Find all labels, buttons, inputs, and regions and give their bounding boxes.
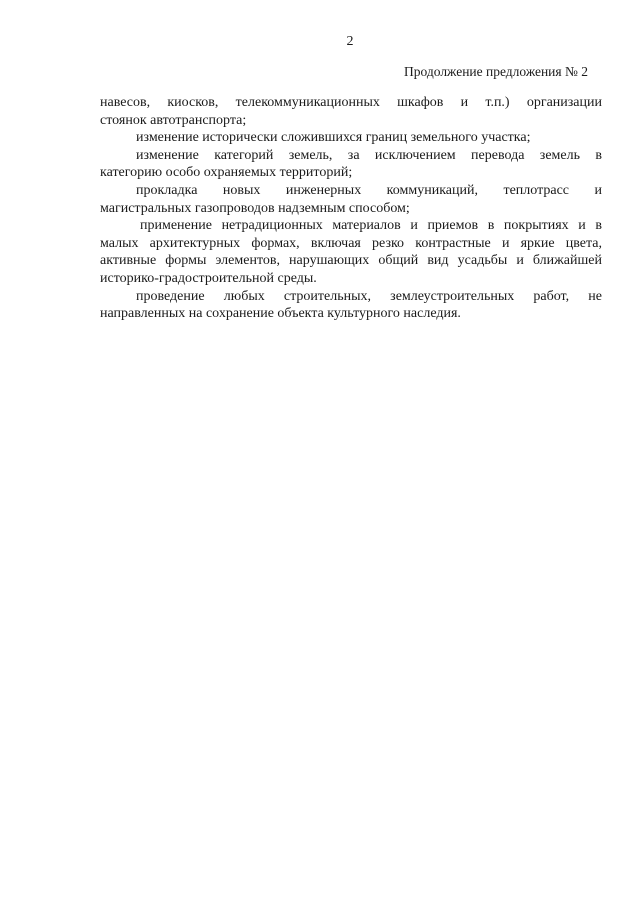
paragraph-4-line-1: прокладка новых инженерных коммуникаций, теплотрасс и [136, 182, 602, 198]
paragraph-5-line-4: историко-градостроительной среды. [100, 270, 317, 286]
paragraph-6-line-2: направленных на сохранение объекта культурного наследия. [100, 306, 461, 322]
paragraph-1 [100, 94, 602, 129]
paragraph-6-line-1: проведение любых строительных, землеустроительных работ, не [136, 288, 602, 304]
paragraph-5-line-3: активные формы элементов, нарушающих общий вид усадьбы и ближайшей [100, 253, 602, 269]
paragraph-1-line-1: навесов, киосков, телекоммуникационных шкафов и т.п.) организации [100, 95, 602, 110]
continuation-label: Продолжение предложения № 2 [404, 64, 588, 79]
paragraph-3-line-1: изменение категорий земель, за исключением перевода земель в [136, 147, 602, 163]
paragraph-3 [100, 147, 602, 182]
paragraph-2 [100, 129, 602, 147]
paragraph-3-line-2: категорию особо охраняемых территорий; [100, 165, 353, 181]
page-number: 2 [346, 34, 354, 49]
paragraph-5-line-2: малых архитектурных формах, включая резко контрастные и яркие цвета, [100, 235, 602, 251]
paragraph-5-line-1: применение нетрадиционных материалов и приемов в покрытиях и в [140, 218, 602, 234]
paragraph-4-line-2: магистральных газопроводов надземным способом; [100, 200, 410, 216]
paragraph-6 [100, 288, 602, 323]
paragraph-1-line-2: стоянок автотранспорта; [100, 112, 247, 128]
paragraph-4 [100, 182, 602, 217]
paragraph-5 [100, 217, 602, 287]
paragraph-2-line-1: изменение исторически сложившихся границ земельного участка; [136, 130, 531, 146]
document-body [100, 94, 602, 323]
